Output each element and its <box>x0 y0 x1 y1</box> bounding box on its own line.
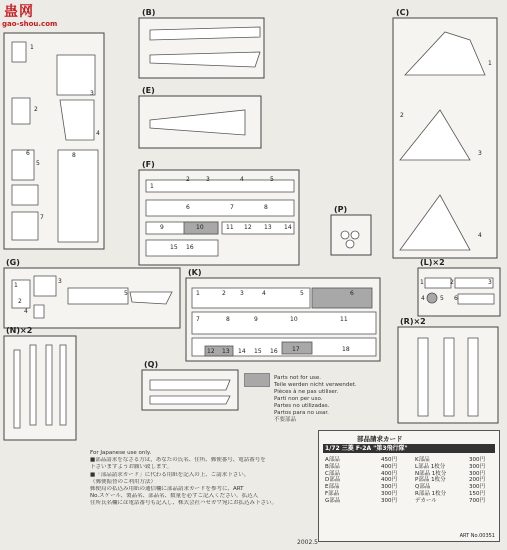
part-num-g3: 3 <box>58 278 62 285</box>
part-num-k18: 18 <box>342 346 350 353</box>
part-num-l6: 6 <box>454 295 458 302</box>
order-price: 300円 <box>469 484 485 491</box>
part-num-c3: 3 <box>478 150 482 157</box>
part-num-k16: 16 <box>270 348 278 355</box>
order-item: G部品 <box>325 497 341 504</box>
part-num-k5: 5 <box>300 290 304 297</box>
order-card-product: 1/72 三菱 F-2A "第3飛行隊" <box>323 444 495 453</box>
order-item: P部品 1枚分 <box>415 477 446 484</box>
sprue-label-f: (F) <box>142 160 155 169</box>
order-item: K部品 <box>415 457 430 463</box>
order-price: 200円 <box>469 477 485 484</box>
part-num-l5: 5 <box>440 295 444 302</box>
part-num-f10: 10 <box>196 224 204 231</box>
order-price: 300円 <box>469 470 485 477</box>
part-k-row1 <box>192 288 310 308</box>
order-item: D部品 <box>325 477 341 484</box>
part-p3 <box>346 240 354 248</box>
sprue-label-p: (P) <box>334 205 348 214</box>
order-right-prices <box>469 457 485 505</box>
part-num-f9: 9 <box>160 224 164 231</box>
sprue-b-frame <box>139 18 264 78</box>
parts-order-card <box>318 430 500 542</box>
note-line: ■「部品請求カード」に代わる用紙を記入の上、ご請求下さい。 <box>90 471 250 478</box>
part-num-a1: 1 <box>30 44 34 51</box>
part-f-row2 <box>146 200 294 216</box>
part-p2 <box>351 231 359 239</box>
part-a8 <box>58 150 98 242</box>
part-q2 <box>150 396 230 404</box>
part-a5 <box>12 150 34 180</box>
part-num-l1: 1 <box>420 279 424 286</box>
order-price: 300円 <box>469 457 485 463</box>
order-item: Q部品 <box>415 484 431 491</box>
legend-line: 不要部品 <box>274 417 297 423</box>
part-num-f16: 16 <box>186 244 194 251</box>
note-line: ■部品請求をなさる方は，あなたの氏名、住所、郵便番号、電話番号を <box>90 457 266 464</box>
part-num-f3: 3 <box>206 176 210 183</box>
part-r3 <box>468 338 478 416</box>
part-num-a8: 8 <box>72 152 76 159</box>
order-item: L部品 1枚分 <box>415 463 446 470</box>
art-number: ART No.00351 <box>459 533 495 539</box>
legend-line: Pièces à ne pas utiliser. <box>274 389 339 395</box>
part-k-grey <box>312 288 372 308</box>
part-num-k17: 17 <box>292 346 300 353</box>
note-line: No.スケール、製品名、部品名、数量を必ずご記入ください。払込人 <box>90 493 259 500</box>
order-item: C部品 <box>325 470 340 477</box>
order-item: B部品 <box>325 463 340 470</box>
part-num-k4: 4 <box>262 290 266 297</box>
part-num-c4: 4 <box>478 232 482 239</box>
order-price: 400円 <box>381 470 397 477</box>
part-num-k3: 3 <box>240 290 244 297</box>
part-p1 <box>341 231 349 239</box>
part-num-a5: 5 <box>36 160 40 167</box>
sprue-l-frame <box>418 268 500 316</box>
part-num-f5: 5 <box>270 176 274 183</box>
order-left-items <box>325 457 340 505</box>
note-line: 下さいますようお願い致します。 <box>90 464 173 471</box>
part-num-f1: 1 <box>150 183 154 190</box>
part-num-f11: 11 <box>226 224 234 231</box>
note-line: 住所氏名欄には電話番号も記入し、株式会社ハセガワ宛にお払込み下さい。 <box>90 500 278 507</box>
part-num-k2: 2 <box>222 290 226 297</box>
sprue-label-l: (L)×2 <box>420 258 445 267</box>
note-line: For Japanese use only. <box>90 450 152 456</box>
order-price: 400円 <box>381 477 397 484</box>
part-num-g2: 2 <box>18 298 22 305</box>
part-num-l4: 4 <box>421 295 425 302</box>
order-price: 400円 <box>381 463 397 470</box>
part-r2 <box>444 338 454 416</box>
sprue-label-c: (C) <box>396 8 410 17</box>
part-num-a6: 6 <box>26 150 30 157</box>
order-item: N部品 1枚分 <box>415 470 447 477</box>
order-item: F部品 <box>325 490 340 497</box>
order-right-items <box>415 457 446 505</box>
legend-line: Partes no utilizadas. <box>274 403 330 409</box>
part-num-f8: 8 <box>264 204 268 211</box>
part-num-a4: 4 <box>96 130 100 137</box>
legend-line: Parti non per uso. <box>274 396 323 402</box>
sprue-label-g: (G) <box>6 258 20 267</box>
order-item: R部品 1枚分 <box>415 490 447 497</box>
part-num-f7: 7 <box>230 204 234 211</box>
part-n-tank-2 <box>30 345 36 425</box>
part-num-f14: 14 <box>284 224 292 231</box>
part-a4 <box>60 100 94 140</box>
part-g5 <box>130 292 172 304</box>
part-q1 <box>150 380 230 390</box>
part-a6 <box>12 185 38 205</box>
note-line: （郵便振替のご利用方法） <box>90 478 157 485</box>
sprue-label-b: (B) <box>142 8 156 17</box>
part-r1 <box>418 338 428 416</box>
part-num-f6: 6 <box>186 204 190 211</box>
watermark-brand: 蛊网 <box>4 4 34 20</box>
part-n-tank-4 <box>60 345 66 425</box>
japanese-note <box>90 450 315 508</box>
legend <box>274 375 357 424</box>
part-num-f2: 2 <box>186 176 190 183</box>
part-num-g5: 5 <box>124 290 128 297</box>
part-a7 <box>12 212 38 240</box>
part-num-a3: 3 <box>90 90 94 97</box>
part-num-k7: 7 <box>196 316 200 323</box>
part-k-row2 <box>192 312 376 334</box>
sprue-label-k: (K) <box>188 268 202 277</box>
order-price: 150円 <box>469 490 485 497</box>
part-num-k6: 6 <box>350 290 354 297</box>
part-num-k13: 13 <box>222 348 230 355</box>
legend-swatch <box>244 373 270 387</box>
part-num-k8: 8 <box>226 316 230 323</box>
part-n-tank-3 <box>46 345 52 425</box>
part-num-f4: 4 <box>240 176 244 183</box>
watermark-url: gao-shou.com <box>2 20 58 28</box>
part-num-c2: 2 <box>400 112 404 119</box>
part-n-tank-1 <box>14 350 20 428</box>
part-g4 <box>68 288 128 304</box>
part-g3 <box>34 305 44 318</box>
print-date: 2002.5 <box>297 539 318 546</box>
sprue-label-r: (R)×2 <box>400 317 426 326</box>
legend-line: Parts not for use. <box>274 375 322 381</box>
part-a2 <box>12 98 30 124</box>
part-f15-16 <box>146 240 218 256</box>
order-item: E部品 <box>325 484 340 491</box>
part-num-f15: 15 <box>170 244 178 251</box>
order-item: デカール <box>415 497 437 504</box>
part-num-a7: 7 <box>40 214 44 221</box>
order-price: 300円 <box>469 463 485 470</box>
part-l4 <box>427 293 437 303</box>
order-price: 700円 <box>469 497 485 504</box>
note-line: 郵便局の払込み用紙の通信欄に部品請求カードを参考に、ART <box>90 486 244 493</box>
order-left-prices <box>381 457 397 505</box>
part-l1 <box>425 278 451 288</box>
part-g2 <box>34 276 56 296</box>
sprue-label-q: (Q) <box>144 360 159 369</box>
part-num-k1: 1 <box>196 290 200 297</box>
part-num-a2: 2 <box>34 106 38 113</box>
part-a1 <box>12 42 26 62</box>
part-a3 <box>57 55 95 95</box>
sprue-label-e: (E) <box>142 86 155 95</box>
part-num-k15: 15 <box>254 348 262 355</box>
order-card-title: 部品請求カード <box>357 435 403 443</box>
part-num-l2: 2 <box>450 279 454 286</box>
part-num-k14: 14 <box>238 348 246 355</box>
part-num-g1: 1 <box>14 282 18 289</box>
legend-line: Teile werden nicht verwendet. <box>274 382 357 388</box>
part-l6 <box>458 294 494 304</box>
part-num-l3: 3 <box>488 279 492 286</box>
part-num-f12: 12 <box>244 224 252 231</box>
part-num-f13: 13 <box>264 224 272 231</box>
order-price: 300円 <box>381 497 397 504</box>
part-num-c1: 1 <box>488 60 492 67</box>
part-num-k12: 12 <box>207 348 215 355</box>
part-num-k9: 9 <box>254 316 258 323</box>
order-price: 450円 <box>381 457 397 463</box>
order-item: A部品 <box>325 457 340 463</box>
part-num-k10: 10 <box>290 316 298 323</box>
sprue-label-n: (N)×2 <box>6 326 33 335</box>
part-num-g4: 4 <box>24 308 28 315</box>
order-price: 300円 <box>381 484 397 491</box>
part-num-k11: 11 <box>340 316 348 323</box>
order-price: 300円 <box>381 490 397 497</box>
legend-line: Partos para no usar. <box>274 410 329 416</box>
